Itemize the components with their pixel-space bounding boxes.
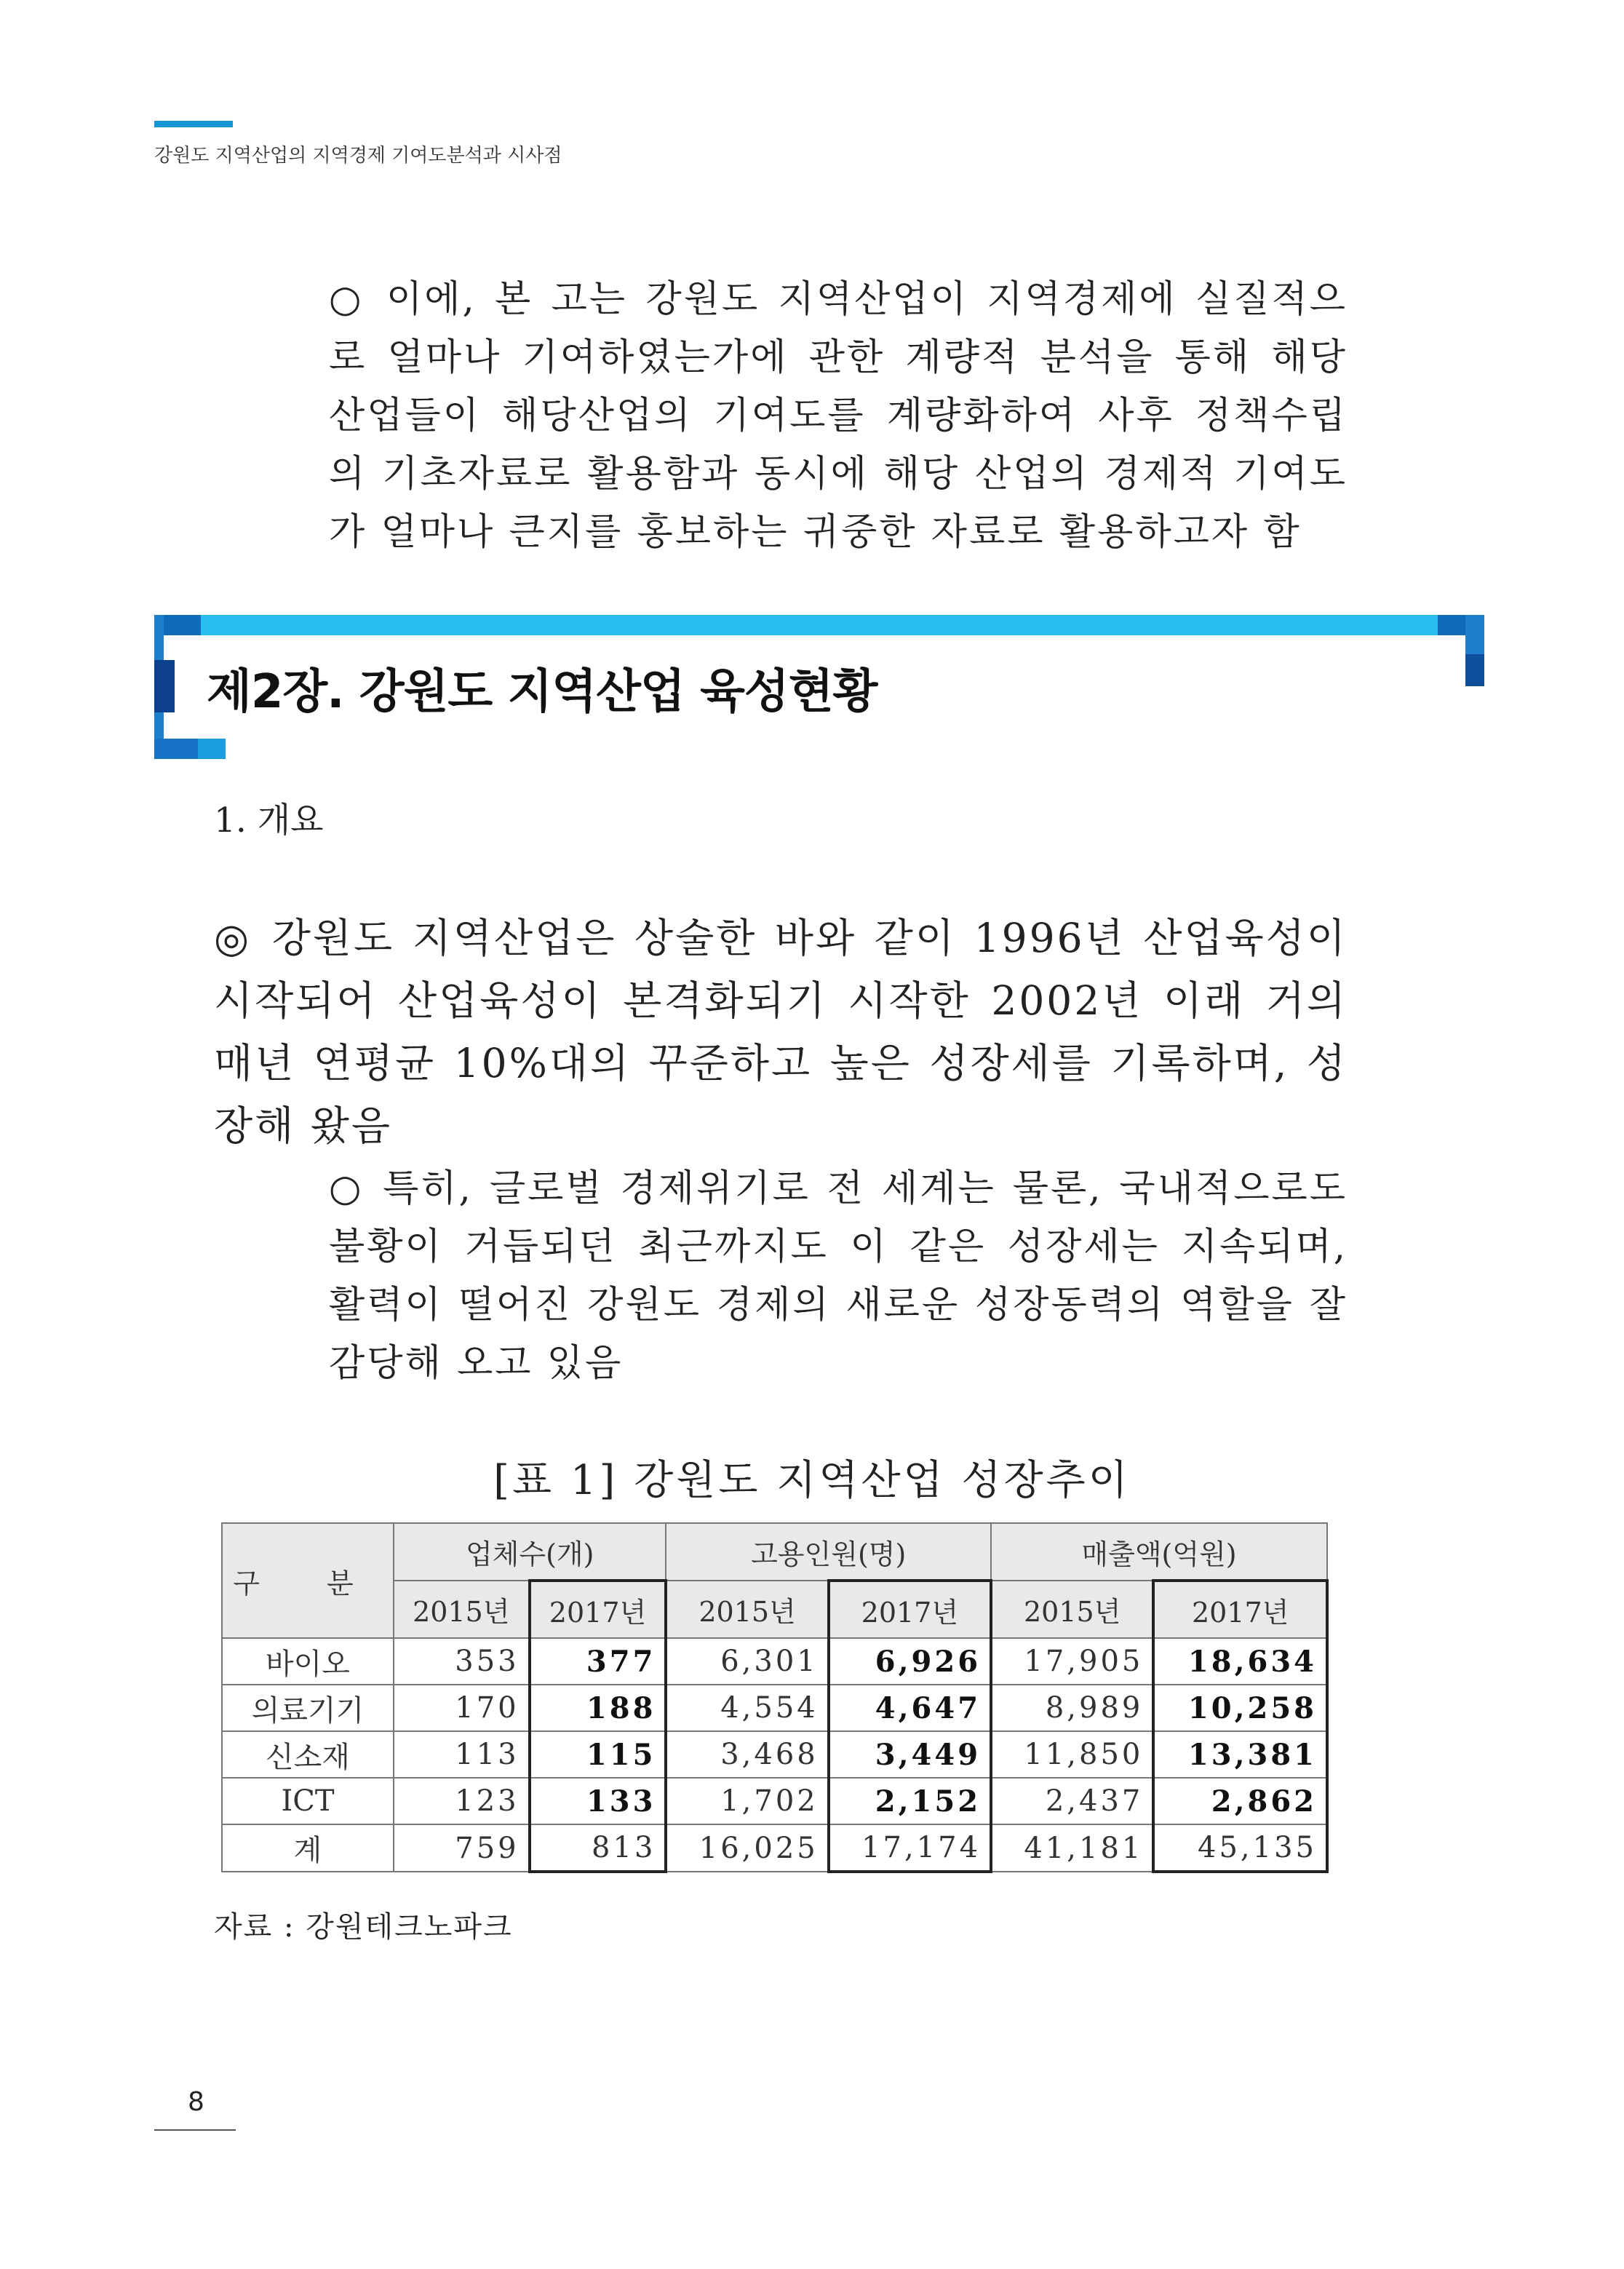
chapter-frame-left-dark: [154, 660, 175, 712]
row-label: 계: [222, 1824, 394, 1872]
table-cell: 813: [530, 1824, 666, 1872]
sub-paragraph: ○ 특히, 글로벌 경제위기로 전 세계는 물론, 국내적으로도 불황이 거듭되던 최근까지도 이 같은 성장세는 지속되며, 활력이 떨어진 강원도 경제의 새로운 성장동력의 역할을 잘 감당해 오고 있음: [329, 1167, 1348, 1385]
row-label: 신소재: [222, 1731, 394, 1778]
growth-table: [221, 1522, 1329, 1873]
chapter-frame-right-dark: [1465, 654, 1484, 686]
year-header: 2017년: [1153, 1581, 1327, 1638]
chapter-heading-box: [154, 615, 1484, 759]
table-row: [222, 1731, 1327, 1778]
table-cell: 6,926: [829, 1638, 991, 1685]
table-cell: 1,702: [666, 1778, 828, 1824]
table-cell: 3,468: [666, 1731, 828, 1778]
section-title: 1. 개요: [214, 800, 324, 841]
intro-paragraph: ○ 이에, 본 고는 강원도 지역산업이 지역경제에 실질적으로 얼마나 기여하였는가에 관한 계량적 분석을 통해 해당 산업들이 해당산업의 기여도를 계량화하여 사후 정책수립의 기초자료로 활용함과 동시에 해당 산업의 경제적 기여도가 얼마나 큰지를 홍보하는 귀중한 자료로 활용하고자 함: [329, 278, 1348, 554]
chapter-title: 제2장. 강원도 지역산업 육성현황: [207, 665, 877, 719]
row-label: 의료기기: [222, 1685, 394, 1731]
table-cell: 353: [394, 1638, 530, 1685]
table-cell: 123: [394, 1778, 530, 1824]
footer-rule: [154, 2129, 236, 2131]
table-cell: 41,181: [991, 1824, 1153, 1872]
year-header: 2015년: [991, 1581, 1153, 1638]
group-header-companies: 업체수(개): [394, 1523, 666, 1581]
table-cell: 16,025: [666, 1824, 828, 1872]
table-cell: 2,152: [829, 1778, 991, 1824]
table-row: [222, 1778, 1327, 1824]
running-title: 강원도 지역산업의 지역경제 기여도분석과 시사점: [154, 145, 562, 167]
year-header: 2015년: [666, 1581, 828, 1638]
table-cell: 8,989: [991, 1685, 1153, 1731]
chapter-frame-bottom-dark: [154, 739, 198, 759]
table-cell: 6,301: [666, 1638, 828, 1685]
table-cell: 759: [394, 1824, 530, 1872]
group-header-sales: 매출액(억원): [991, 1523, 1327, 1581]
table-title: [표 1] 강원도 지역산업 성장추이: [493, 1457, 1131, 1504]
table-cell: 2,437: [991, 1778, 1153, 1824]
row-label: 바이오: [222, 1638, 394, 1685]
table-cell: 170: [394, 1685, 530, 1731]
chapter-frame-top: [154, 615, 1484, 635]
header-accent-bar: [154, 121, 233, 127]
table-corner-header: 구 분: [222, 1523, 394, 1638]
group-header-employees: 고용인원(명): [666, 1523, 991, 1581]
table-cell: 13,381: [1153, 1731, 1327, 1778]
year-header: 2017년: [829, 1581, 991, 1638]
table-cell: 4,554: [666, 1685, 828, 1731]
table-cell: 11,850: [991, 1731, 1153, 1778]
table-cell: 113: [394, 1731, 530, 1778]
table-cell: 45,135: [1153, 1824, 1327, 1872]
main-paragraph: ◎ 강원도 지역산업은 상술한 바와 같이 1996년 산업육성이 시작되어 산업육성이 본격화되기 시작한 2002년 이래 거의 매년 연평균 10%대의 꾸준하고 높은 성장세를 기록하며, 성장해 왔음: [214, 915, 1348, 1149]
table-cell: 17,905: [991, 1638, 1153, 1685]
table-total-row: [222, 1824, 1327, 1872]
table-source-note: 자료 : 강원테크노파크: [214, 1910, 513, 1944]
year-header: 2015년: [394, 1581, 530, 1638]
row-label: ICT: [222, 1778, 394, 1824]
table-cell: 2,862: [1153, 1778, 1327, 1824]
table-cell: 18,634: [1153, 1638, 1327, 1685]
table-cell: 115: [530, 1731, 666, 1778]
table-cell: 377: [530, 1638, 666, 1685]
table-cell: 17,174: [829, 1824, 991, 1872]
table-cell: 10,258: [1153, 1685, 1327, 1731]
table-cell: 4,647: [829, 1685, 991, 1731]
table-row: [222, 1685, 1327, 1731]
table-row: [222, 1638, 1327, 1685]
table-cell: 3,449: [829, 1731, 991, 1778]
table-cell: 188: [530, 1685, 666, 1731]
year-header: 2017년: [530, 1581, 666, 1638]
table-cell: 133: [530, 1778, 666, 1824]
page-number: 8: [188, 2087, 204, 2117]
